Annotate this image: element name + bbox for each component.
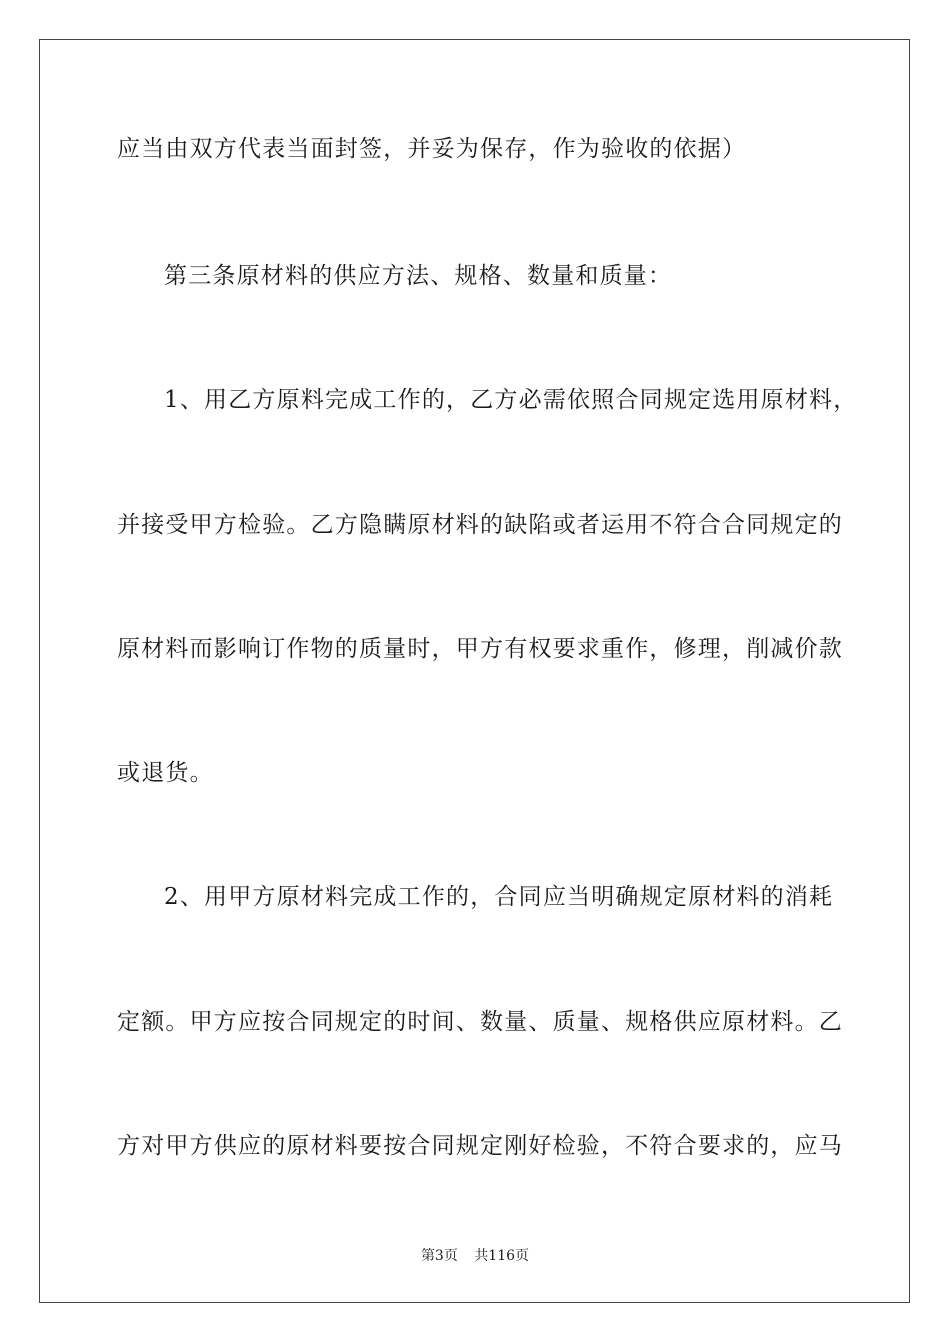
- text-line: 应当由双方代表当面封签，并妥为保存，作为验收的依据）: [117, 136, 747, 162]
- text-line: 2、用甲方原材料完成工作的，合同应当明确规定原材料的消耗: [164, 884, 834, 910]
- text-line: 方对甲方供应的原材料要按合同规定刚好检验，不符合要求的，应马: [117, 1133, 843, 1159]
- text-line: 1、用乙方原料完成工作的，乙方必需依照合同规定选用原材料，: [164, 387, 858, 413]
- page-footer: [0, 1247, 950, 1265]
- section-heading: 第三条原材料的供应方法、规格、数量和质量：: [164, 263, 673, 289]
- page-border: [39, 39, 910, 1303]
- text-line: 并接受甲方检验。乙方隐瞒原材料的缺陷或者运用不符合合同规定的: [117, 512, 843, 538]
- page-total: 共116页: [474, 1248, 530, 1264]
- text-line: 或退货。: [117, 760, 214, 786]
- text-line: 定额。甲方应按合同规定的时间、数量、质量、规格供应原材料。乙: [117, 1009, 843, 1035]
- page-number: 第3页: [420, 1248, 458, 1264]
- text-line: 原材料而影响订作物的质量时，甲方有权要求重作，修理，削减价款: [117, 636, 843, 662]
